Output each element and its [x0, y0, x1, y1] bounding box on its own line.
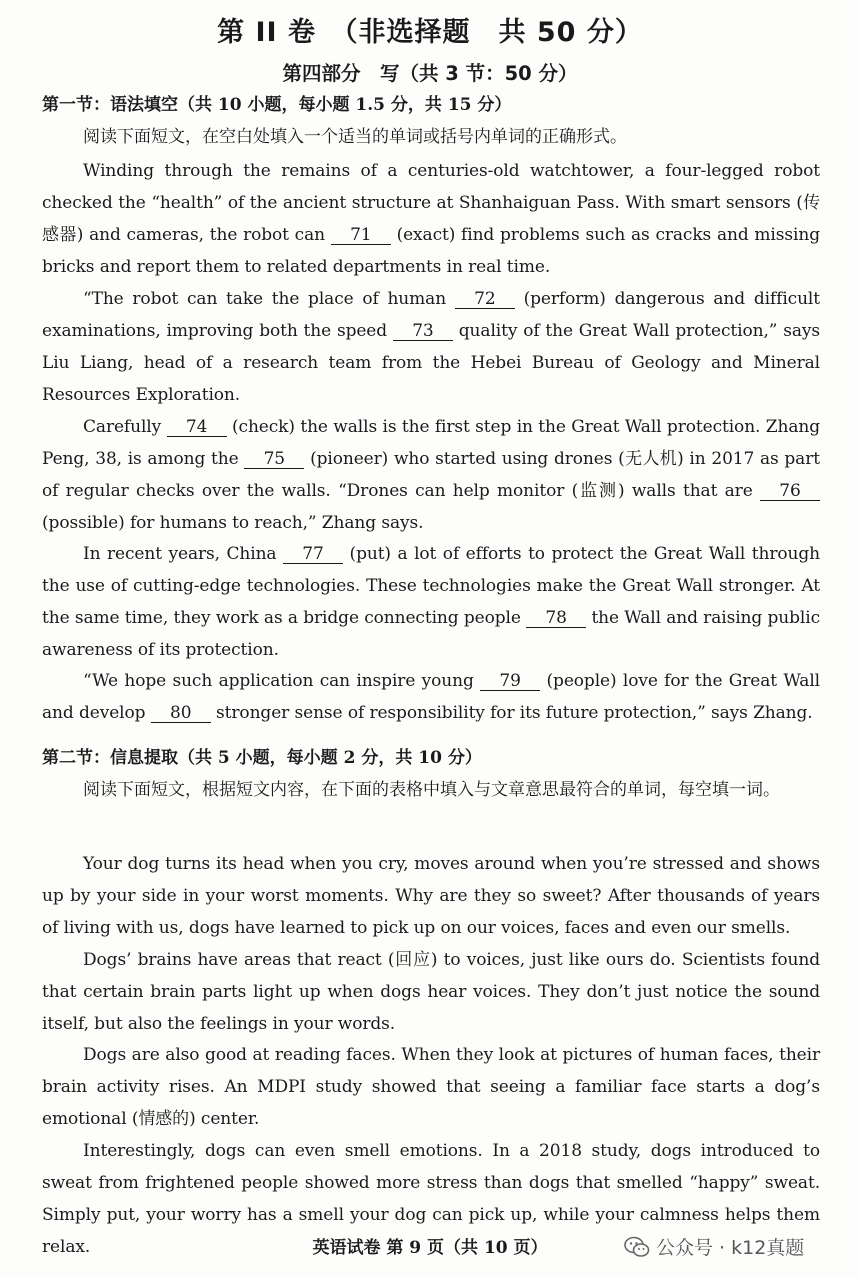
- passage2-paragraph-2: Dogs’ brains have areas that react (回应) to voices, just like ours do. Scientists found that certain brain parts light up when dogs hear voices. They don’t just notice the sound itself, but also the feelings in your words.: [42, 950, 820, 1034]
- paragraph-text: In recent years, China: [83, 544, 283, 564]
- watermark: [624, 1233, 804, 1260]
- section2-instruction: 阅读下面短文，根据短文内容，在下面的表格中填入与文章意思最符合的单词，每空填一词。: [83, 780, 780, 800]
- passage2-paragraph-1: Your dog turns its head when you cry, moves around when you’re stressed and shows up by your side in your worst moments. Why are they so sweet? After thousands of years of living with us, dogs have learned to pick up on our voices, faces and even our smells.: [42, 854, 820, 938]
- passage1-paragraph-3: [42, 411, 820, 539]
- blank-71[interactable]: 71: [331, 226, 391, 245]
- page-footer: 英语试卷 第 9 页（共 10 页）: [312, 1238, 548, 1258]
- part-title: 第四部分 写（共 3 节：50 分）: [282, 62, 578, 85]
- blank-76[interactable]: 76: [760, 482, 820, 501]
- wechat-icon: [624, 1236, 650, 1258]
- paragraph-text: (perform) dangerous and difficult examinations, improving both the speed: [42, 289, 820, 341]
- paragraph-text: (pioneer) who started using drones (无人机) in 2017 as part of regular checks over the walls. “Drones can help monitor (监测) walls that are: [42, 449, 820, 501]
- watermark-text: 公众号 · k12真题: [656, 1237, 805, 1259]
- paragraph-text: (put) a lot of efforts to protect the Great Wall through the use of cutting-edge technologies. These technologies make the Great Wall stronger. At the same time, they work as a bridge connecting people: [42, 544, 821, 628]
- blank-72[interactable]: 72: [455, 290, 515, 309]
- paragraph-text: quality of the Great Wall protection,” says Liu Liang, head of a research team from the Hebei Bureau of Geology and Mineral Resources Exploration.: [42, 321, 820, 405]
- paragraph-text: the Wall and raising public awareness of its protection.: [42, 608, 820, 660]
- passage1-paragraph-4: [42, 538, 820, 666]
- paragraph-text: “The robot can take the place of human: [83, 289, 455, 309]
- blank-75[interactable]: 75: [244, 450, 304, 469]
- section1-instruction: 阅读下面短文，在空白处填入一个适当的单词或括号内单词的正确形式。: [83, 127, 627, 147]
- paragraph-text: (exact) find problems such as cracks and missing bricks and report them to related departments in real time.: [42, 225, 820, 277]
- paragraph-text: stronger sense of responsibility for its future protection,” says Zhang.: [210, 703, 813, 723]
- section1-heading: 第一节：语法填空（共 10 小题，每小题 1.5 分，共 15 分）: [42, 95, 512, 115]
- blank-78[interactable]: 78: [526, 609, 586, 628]
- passage1-paragraph-1: [42, 155, 820, 283]
- blank-77[interactable]: 77: [283, 545, 343, 564]
- passage1-paragraph-2: [42, 283, 820, 411]
- passage2-paragraph-3: Dogs are also good at reading faces. When they look at pictures of human faces, their brain activity rises. An MDPI study showed that seeing a familiar face starts a dog’s emotional (情感的) center.: [42, 1045, 820, 1129]
- passage1-paragraph-5: [42, 665, 820, 729]
- passage2-paragraph-4: Interestingly, dogs can even smell emotions. In a 2018 study, dogs introduced to sweat from frightened people showed more stress than dogs that smelled “happy” sweat. Simply put, your worry has a smell your dog can pick up, while your calmness helps them relax.: [42, 1141, 820, 1257]
- paragraph-text: Winding through the remains of a centuries-old watchtower, a four-legged robot checked the “health” of the ancient structure at Shanhaiguan Pass. With smart sensors (传感器) and cameras, the robot can: [42, 161, 820, 245]
- paragraph-text: (check) the walls is the first step in the Great Wall protection. Zhang Peng, 38, is among the: [42, 417, 820, 469]
- blank-80[interactable]: 80: [151, 704, 211, 723]
- paragraph-text: (possible) for humans to reach,” Zhang says.: [42, 513, 424, 533]
- paragraph-text: (people) love for the Great Wall and develop: [42, 671, 821, 723]
- paragraph-text: Carefully: [83, 417, 167, 437]
- blank-79[interactable]: 79: [480, 672, 540, 691]
- blank-73[interactable]: 73: [393, 322, 453, 341]
- paper-title: 第 II 卷 （非选择题 共 50 分）: [217, 17, 643, 48]
- section2-heading: 第二节：信息提取（共 5 小题，每小题 2 分，共 10 分）: [42, 748, 482, 768]
- blank-74[interactable]: 74: [167, 418, 227, 437]
- paragraph-text: “We hope such application can inspire young: [83, 671, 481, 691]
